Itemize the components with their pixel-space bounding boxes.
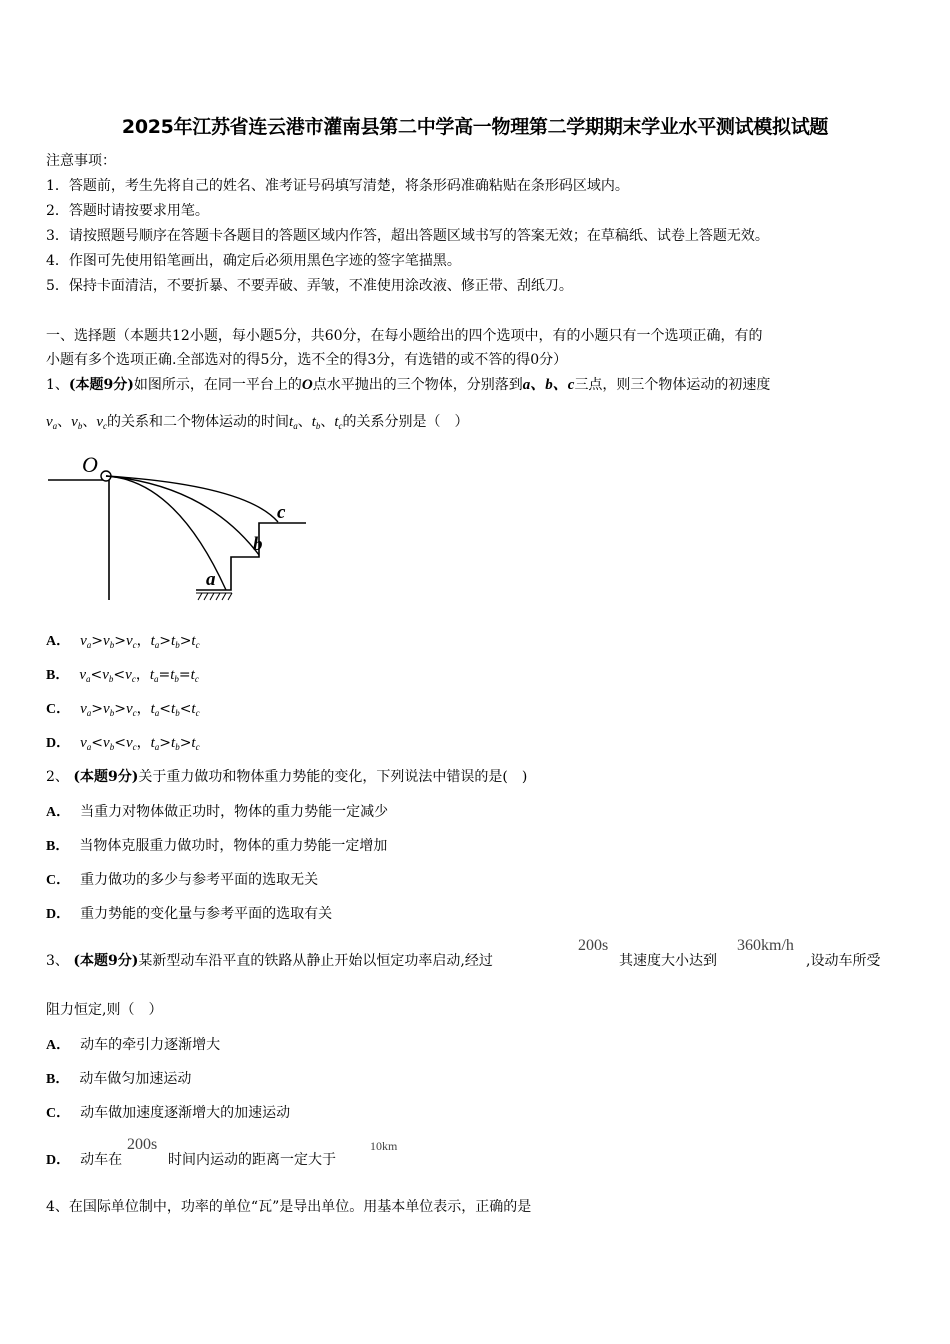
q2-option-B: B． 当物体克服重力做功时，物体的重力势能一定增加	[46, 838, 388, 854]
label-c: c	[277, 502, 286, 523]
trajectory-b	[106, 476, 259, 555]
projectile-figure	[46, 450, 316, 605]
q1-option-B: B． $v_a<v_b<v_c$，$t_a=t_b=t_c$	[46, 667, 199, 684]
q2-option-C: C． 重力做功的多少与参考平面的选取无关	[46, 872, 319, 888]
notice-item: 2．答题时请按要求用笔。	[46, 203, 209, 219]
question-number: 1、	[46, 377, 69, 393]
question-number: 3、	[46, 953, 69, 969]
stem-text: 的关系和二个物体运动的时间	[107, 414, 290, 430]
point-O: O	[301, 377, 313, 393]
stem-text: 点水平抛出的三个物体，分别落到	[312, 377, 523, 393]
q3-option-D: D． 动车在	[46, 1152, 123, 1168]
question-2-stem	[46, 768, 527, 786]
page-title: 2025年江苏省连云港市灌南县第二中学高一物理第二学期期末学业水平测试模拟试题	[121, 116, 829, 138]
question-score: (本题9分)	[73, 953, 139, 969]
section-heading: 一、选择题（本题共12小题，每小题5分，共60分，在每小题给出的四个选项中，有的小题只有一个选项正确，有的	[46, 328, 763, 344]
points-abc: a、b、c	[522, 377, 575, 393]
question-3-stem-line2: 阻力恒定,则（ ）	[46, 1002, 163, 1018]
question-4-stem: 4、在国际单位制中，功率的单位“瓦”是导出单位。用基本单位表示，正确的是	[46, 1199, 532, 1215]
stem-text: 的关系分别是（ ）	[342, 414, 469, 430]
time-value: 200s	[127, 1136, 158, 1153]
q1-option-A: A． $v_a>v_b>v_c$，$t_a>t_b>t_c$	[46, 633, 200, 650]
question-score: (本题9分)	[73, 769, 139, 785]
label-b: b	[253, 534, 263, 555]
q3-option-C: C． 动车做加速度逐渐增大的加速运动	[46, 1105, 291, 1121]
question-number: 2、	[46, 769, 69, 785]
stem-text: 时间内运动的距离一定大于	[168, 1152, 336, 1168]
time-value: 200s	[578, 937, 609, 954]
stem-text: 其速度大小达到	[619, 953, 717, 969]
stem-text: 三点，则三个物体运动的初速度	[574, 377, 771, 393]
notice-item: 1．答题前，考生先将自己的姓名、准考证号码填写清楚，将条形码准确粘贴在条形码区域内。	[46, 178, 629, 194]
notice-item: 3．请按照题号顺序在答题卡各题目的答题区域内作答，超出答题区域书写的答案无效；在草稿纸、试卷上答题无效。	[46, 228, 769, 244]
stem-text: 关于重力做功和物体重力势能的变化，下列说法中错误的是( )	[138, 769, 528, 785]
question-1-stem	[46, 376, 770, 394]
notice-item: 5．保持卡面清洁，不要折暴、不要弄破、弄皱，不准使用涂改液、修正带、刮纸刀。	[46, 278, 573, 294]
q3-option-B: B． 动车做匀加速运动	[46, 1071, 192, 1087]
q2-option-D: D． 重力势能的变化量与参考平面的选取有关	[46, 906, 333, 922]
question-1-stem-line2: $v_a$、$v_b$、$v_c$的关系和二个物体运动的时间$t_a$、$t_b$、$t_c$的关系分别是（ ）	[46, 414, 469, 431]
question-score: (本题9分)	[68, 377, 134, 393]
q1-option-D: D． $v_a<v_b<v_c$，$t_a>t_b>t_c$	[46, 735, 200, 752]
label-a: a	[206, 569, 216, 590]
notice-item: 4．作图可先使用铅笔画出，确定后必须用黑色字迹的签字笔描黑。	[46, 253, 461, 269]
q3-option-A: A． 动车的牵引力逐渐增大	[46, 1037, 221, 1053]
label-O: O	[82, 452, 98, 477]
stem-text: 某新型动车沿平直的铁路从静止开始以恒定功率启动,经过	[138, 953, 493, 969]
section-heading-cont: 小题有多个选项正确.全部选对的得5分，选不全的得3分，有选错的或不答的得0分）	[46, 352, 568, 368]
notice-heading: 注意事项：	[46, 153, 116, 169]
distance-value: 10km	[370, 1139, 398, 1153]
speed-value: 360km/h	[737, 937, 794, 954]
stem-text: 如图所示，在同一平台上的	[133, 377, 302, 393]
stem-text: ,设动车所受	[806, 953, 881, 969]
q1-option-C: C． $v_a>v_b>v_c$，$t_a<t_b<t_c$	[46, 701, 200, 718]
question-3-stem	[46, 952, 493, 970]
q2-option-A: A． 当重力对物体做正功时，物体的重力势能一定减少	[46, 804, 389, 820]
